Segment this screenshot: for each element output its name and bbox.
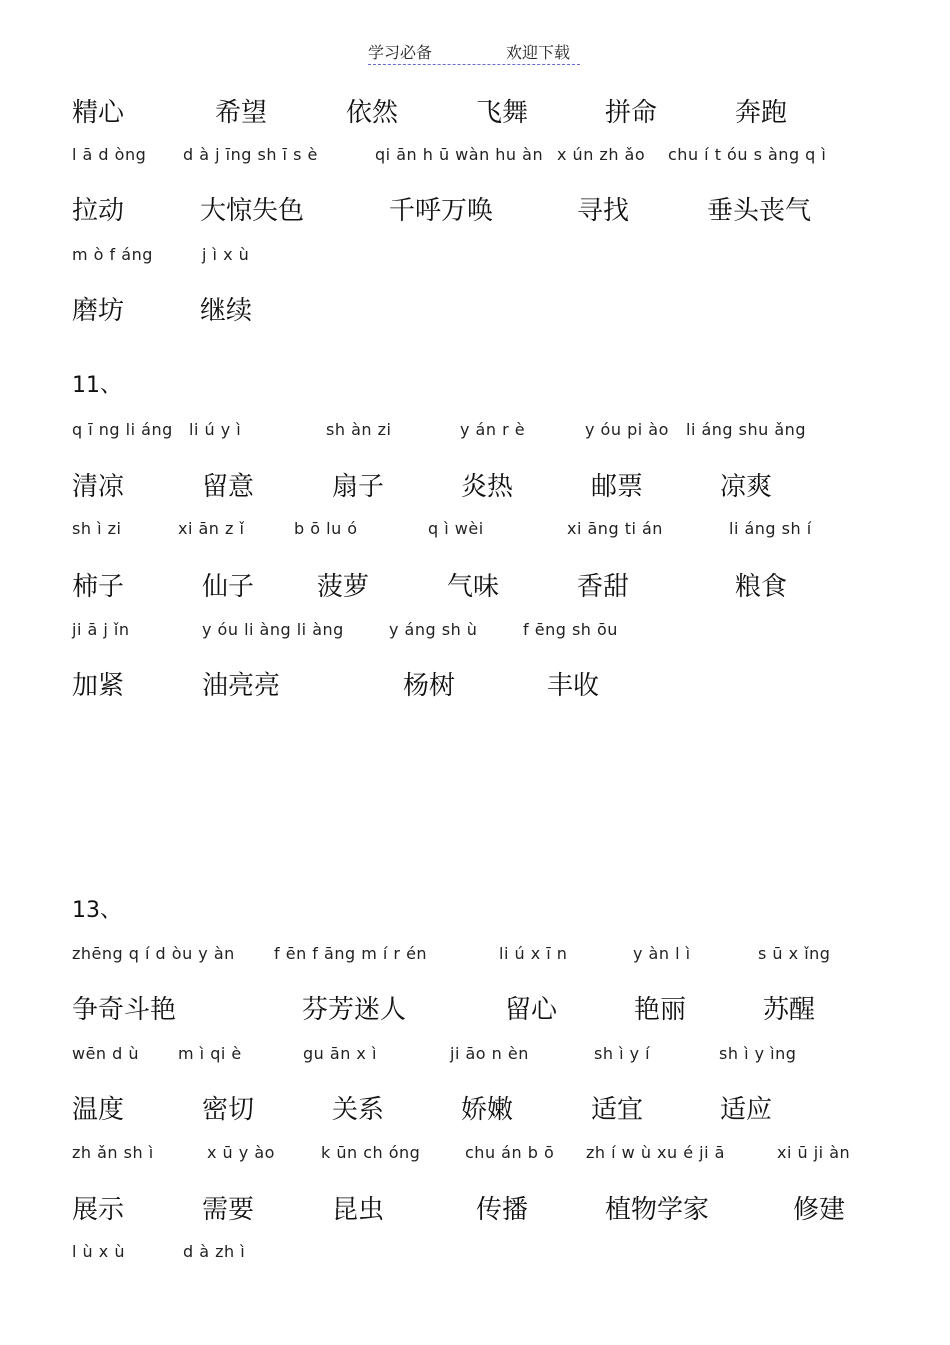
word: 艳丽 (634, 995, 687, 1025)
word: 密切 (202, 1095, 255, 1125)
header-left-text: 学习必备 (368, 43, 433, 62)
pinyin: m ò f áng (72, 245, 153, 264)
pinyin: s ū x ǐng (758, 944, 831, 963)
pinyin: li áng sh í (729, 519, 812, 538)
word: 修建 (793, 1195, 846, 1225)
word-row (0, 92, 950, 132)
word: 留意 (202, 472, 255, 502)
pinyin: sh ì zi (72, 519, 122, 538)
word: 千呼万唤 (389, 196, 494, 226)
pinyin: y áng sh ù (389, 620, 478, 639)
word: 展示 (72, 1195, 125, 1225)
word-row (0, 1089, 950, 1129)
pinyin: y óu pi ào (585, 420, 669, 439)
pinyin: j ì x ù (202, 245, 250, 264)
word: 希望 (215, 98, 268, 128)
pinyin: y án r è (460, 420, 526, 439)
pinyin: qi ān h ū wàn hu àn (375, 145, 544, 164)
word: 寻找 (577, 196, 630, 226)
word: 加紧 (72, 671, 125, 701)
word: 磨坊 (72, 296, 125, 326)
word-row (0, 566, 950, 606)
pinyin: gu ān x ì (303, 1044, 377, 1063)
pinyin: sh ì y í (594, 1044, 651, 1063)
word: 飞舞 (476, 98, 529, 128)
word: 大惊失色 (200, 196, 305, 226)
pinyin: d à zh ì (183, 1242, 246, 1261)
word: 清凉 (72, 472, 125, 502)
pinyin: l ā d òng (72, 145, 147, 164)
pinyin: l ù x ù (72, 1242, 125, 1261)
word-row (0, 1189, 950, 1229)
pinyin: d à j īng sh ī s è (183, 145, 318, 164)
word-row (0, 190, 950, 230)
pinyin: xi ū ji àn (777, 1143, 851, 1162)
pinyin: sh àn zi (326, 420, 392, 439)
word-row (0, 989, 950, 1029)
page-header (368, 40, 580, 65)
pinyin: zhēng q í d òu y àn (72, 944, 235, 963)
word: 杨树 (403, 671, 456, 701)
word: 适宜 (591, 1095, 644, 1125)
pinyin: y óu li àng li àng (202, 620, 344, 639)
word: 继续 (200, 296, 253, 326)
word: 植物学家 (605, 1195, 710, 1225)
pinyin: zh ǎn sh ì (72, 1143, 154, 1162)
pinyin: x ún zh ǎo (557, 145, 646, 164)
word: 油亮亮 (202, 671, 281, 701)
word: 苏醒 (763, 995, 816, 1025)
word: 气味 (447, 572, 500, 602)
pinyin: chu í t óu s àng q ì (668, 145, 827, 164)
pinyin: sh ì y ìng (719, 1044, 797, 1063)
word: 传播 (476, 1195, 529, 1225)
pinyin: k ūn ch óng (321, 1143, 421, 1162)
pinyin-row (0, 1242, 950, 1282)
pinyin: f ēng sh ōu (523, 620, 618, 639)
word: 粮食 (735, 572, 788, 602)
pinyin: m ì qi è (178, 1044, 242, 1063)
word: 拼命 (605, 98, 658, 128)
pinyin: ji ā j ǐn (72, 620, 130, 639)
pinyin: li ú y ì (189, 420, 242, 439)
word: 扇子 (332, 472, 385, 502)
word: 娇嫩 (461, 1095, 514, 1125)
pinyin-row (0, 420, 950, 460)
word: 留心 (505, 995, 558, 1025)
pinyin: ji āo n èn (450, 1044, 529, 1063)
pinyin-row (0, 620, 950, 660)
word: 柿子 (72, 572, 125, 602)
word: 丰收 (547, 671, 600, 701)
word: 争奇斗艳 (72, 995, 177, 1025)
pinyin-row (0, 944, 950, 984)
pinyin-row (0, 1044, 950, 1084)
header-right-text: 欢迎下载 (506, 43, 571, 62)
pinyin: xi ān z ǐ (178, 519, 245, 538)
pinyin: y àn l ì (633, 944, 691, 963)
word: 适应 (720, 1095, 773, 1125)
word: 拉动 (72, 196, 125, 226)
word: 炎热 (461, 472, 514, 502)
word-row (0, 466, 950, 506)
word: 香甜 (577, 572, 630, 602)
word: 温度 (72, 1095, 125, 1125)
word-row (0, 665, 950, 705)
section-number: 13、 (72, 898, 122, 923)
pinyin: q ī ng li áng (72, 420, 173, 439)
pinyin: chu án b ō (465, 1143, 555, 1162)
word: 关系 (332, 1095, 385, 1125)
pinyin: zh í w ù xu é ji ā (586, 1143, 725, 1162)
pinyin: xi āng ti án (567, 519, 663, 538)
word: 芬芳迷人 (302, 995, 407, 1025)
pinyin-row (0, 145, 950, 185)
word: 凉爽 (720, 472, 773, 502)
pinyin-row (0, 245, 950, 285)
word: 精心 (72, 98, 125, 128)
pinyin: b ō lu ó (294, 519, 358, 538)
word: 依然 (346, 98, 399, 128)
pinyin: x ū y ào (207, 1143, 275, 1162)
pinyin: wēn d ù (72, 1044, 140, 1063)
word: 仙子 (202, 572, 255, 602)
pinyin-row (0, 519, 950, 559)
word: 垂头丧气 (707, 196, 812, 226)
pinyin: li áng shu ǎng (686, 420, 806, 439)
word: 需要 (202, 1195, 255, 1225)
word: 昆虫 (332, 1195, 385, 1225)
section-number: 11、 (72, 373, 122, 398)
pinyin: f ēn f āng m í r én (274, 944, 428, 963)
pinyin: q ì wèi (428, 519, 484, 538)
word: 奔跑 (735, 98, 788, 128)
pinyin-row (0, 1143, 950, 1183)
word-row (0, 290, 950, 330)
word: 邮票 (591, 472, 644, 502)
word: 菠萝 (317, 572, 370, 602)
pinyin: li ú x ī n (499, 944, 568, 963)
